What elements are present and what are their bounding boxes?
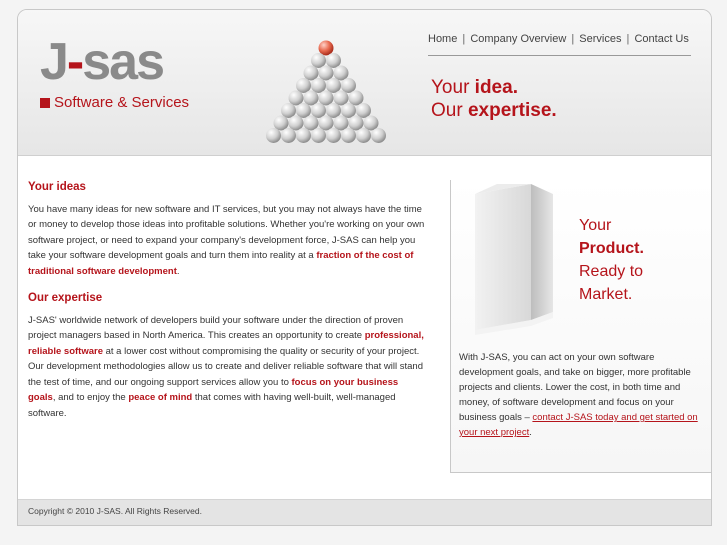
product-line-3: Ready to <box>579 263 644 280</box>
ideas-text-2: . <box>176 265 180 277</box>
page-container <box>17 9 712 526</box>
sphere <box>334 91 349 106</box>
sphere <box>304 91 319 106</box>
expertise-text-2: at a lower cost without compromising the quality or security of your project. Our development methodologies allow us to create and deliver reliable software that will stand the test of time, and our ongoing support services allow you to <box>28 345 423 388</box>
sphere <box>311 53 326 68</box>
your-ideas-heading: Your ideas <box>28 181 86 193</box>
sphere <box>326 128 341 143</box>
sphere <box>371 128 386 143</box>
sphere <box>304 66 319 81</box>
tagline-line-2 <box>431 99 557 122</box>
sphere-pyramid-image <box>261 38 391 150</box>
sphere <box>274 116 289 131</box>
sphere <box>341 78 356 93</box>
logo-mark <box>40 33 164 91</box>
sphere <box>356 128 371 143</box>
nav-services-link[interactable]: Services <box>579 33 622 45</box>
expertise-text-1: J-SAS' worldwide network of developers build your software under the direction of proven project managers based in North America. This creates an opportunity to create <box>28 314 404 341</box>
ideas-text-1: You have many ideas for new software and IT services, but you may not always have the time or money to develop those ideas into profitable solutions. Whether you're working on your own software project, or need to expand your company's development force, J-SAS can help you take your software development goals and turn them into reality at a <box>28 203 425 261</box>
sidebar-box <box>450 180 711 473</box>
tagline-prefix-2: Our <box>431 100 468 121</box>
sphere <box>266 128 281 143</box>
logo-mark-sas: sas <box>82 33 164 91</box>
sidebar-text-end: . <box>529 427 532 438</box>
tagline-bold-1: idea. <box>474 77 518 98</box>
logo-mark-dash: - <box>66 33 83 91</box>
sphere <box>356 103 371 118</box>
ideas-emphasis-1: fraction of the cost of traditional software development <box>28 250 414 277</box>
logo-mark-j: J <box>40 33 67 91</box>
sphere <box>281 128 296 143</box>
expertise-text-4: that comes with having well-built, well-managed software. <box>28 392 396 419</box>
sphere <box>326 103 341 118</box>
sphere <box>334 66 349 81</box>
sphere <box>364 116 379 131</box>
sphere <box>304 116 319 131</box>
sphere <box>311 103 326 118</box>
product-line-1: Your <box>579 217 612 234</box>
sphere <box>311 78 326 93</box>
your-ideas-paragraph <box>28 202 428 280</box>
nav-separator: | <box>571 33 575 45</box>
nav-divider <box>428 55 691 56</box>
sidebar-paragraph: With J-SAS, you can act on your own software development goals, and take on bigger, more profitable projects and clients. Lower the cost, in both time and money, of software development and focus on your business goals – <box>459 352 691 423</box>
sphere <box>349 116 364 131</box>
tagline <box>431 76 557 122</box>
sphere <box>296 78 311 93</box>
header <box>18 10 711 156</box>
top-navigation <box>428 33 689 45</box>
product-line-4: Market. <box>579 286 633 303</box>
sphere <box>341 128 356 143</box>
sphere <box>296 128 311 143</box>
sphere <box>326 78 341 93</box>
sphere <box>319 116 334 131</box>
contact-cta-link[interactable]: contact J-SAS today and get started on your next project <box>459 412 698 438</box>
nav-separator: | <box>626 33 630 45</box>
sphere <box>311 128 326 143</box>
tagline-prefix-1: Your <box>431 77 475 98</box>
tagline-line-1 <box>431 76 557 99</box>
sphere <box>281 103 296 118</box>
product-box-image <box>461 180 561 335</box>
footer <box>18 499 711 526</box>
product-line-2: Product. <box>579 240 644 257</box>
sphere <box>289 91 304 106</box>
nav-home-link[interactable]: Home <box>428 33 458 45</box>
nav-separator: | <box>462 33 466 45</box>
sphere <box>319 91 334 106</box>
sphere <box>289 116 304 131</box>
main-content <box>28 180 428 433</box>
expertise-emphasis-1: professional, reliable software <box>28 330 424 357</box>
sphere-red <box>319 41 334 56</box>
sphere <box>326 53 341 68</box>
nav-company-overview-link[interactable]: Company Overview <box>470 33 567 45</box>
sphere <box>319 66 334 81</box>
tagline-bold-2: expertise. <box>467 100 557 121</box>
sphere <box>341 103 356 118</box>
expertise-emphasis-3: peace of mind <box>128 392 193 403</box>
sphere <box>349 91 364 106</box>
nav-contact-us-link[interactable]: Contact Us <box>634 33 689 45</box>
our-expertise-paragraph <box>28 313 428 422</box>
product-tagline <box>579 214 644 306</box>
logo[interactable] <box>40 33 190 111</box>
expertise-text-3: , and to enjoy the <box>52 392 129 403</box>
logo-subtitle <box>40 94 189 111</box>
logo-subtitle-text: Software & Services <box>54 94 190 111</box>
expertise-emphasis-2: focus on your business goals <box>28 376 399 403</box>
our-expertise-heading: Our expertise <box>28 292 103 304</box>
sidebar-text <box>459 350 704 440</box>
copyright-text: Copyright © 2010 J-SAS. All Rights Reserved. <box>28 506 202 516</box>
logo-square-icon <box>40 98 50 108</box>
sphere <box>296 103 311 118</box>
sphere <box>334 116 349 131</box>
